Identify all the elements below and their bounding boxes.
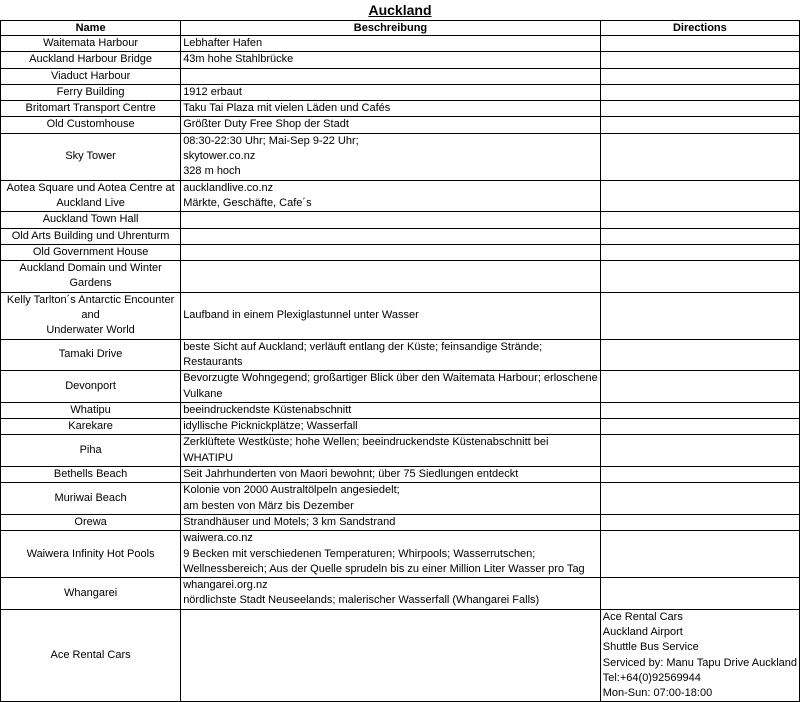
name-cell-line: Auckland Harbour Bridge: [29, 53, 153, 66]
sights-table: [0, 20, 800, 702]
name-cell-line: Auckland Live: [56, 196, 125, 209]
table-row: [1, 228, 800, 244]
name-cell: [1, 133, 181, 180]
name-cell-line: Bethells Beach: [53, 468, 128, 481]
name-cell: [1, 101, 181, 117]
directions-cell: [600, 339, 799, 371]
name-cell-line: Kelly Tarlton´s Antarctic Encounter and: [6, 293, 175, 322]
description-cell-line: Restaurants: [183, 355, 243, 368]
description-cell-line: am besten von März bis Dezember: [183, 499, 354, 512]
name-cell: [1, 292, 181, 339]
name-cell-line: Auckland Domain und Winter Gardens: [19, 262, 162, 290]
directions-cell-line: Mon-Sun: 07:00-18:00: [602, 687, 713, 700]
header-beschreibung: Beschreibung: [181, 21, 601, 36]
directions-cell: [600, 212, 799, 228]
description-cell: [181, 292, 601, 339]
description-cell: [181, 52, 601, 68]
description-cell-line: 9 Becken mit verschiedenen Temperaturen; Whirpools; Wasserrutschen;: [183, 547, 536, 560]
directions-cell: [600, 228, 799, 244]
directions-cell: [600, 261, 799, 293]
description-cell: [181, 402, 601, 418]
description-cell: [181, 101, 601, 117]
description-cell-line: Strandhäuser und Motels; 3 km Sandstrand: [183, 515, 396, 528]
table-body: [1, 36, 800, 702]
table-row: [1, 419, 800, 435]
description-cell-line: 328 m hoch: [183, 165, 241, 178]
name-cell-line: Ferry Building: [56, 85, 125, 98]
name-cell-line: Muriwai Beach: [54, 491, 127, 504]
page-title: Auckland: [368, 2, 432, 18]
directions-cell: [600, 52, 799, 68]
table-row: [1, 339, 800, 371]
name-cell-line: Whatipu: [70, 403, 111, 416]
directions-cell: [600, 36, 799, 52]
description-cell-line: idyllische Picknickplätze; Wasserfall: [183, 420, 358, 433]
name-cell: [1, 578, 181, 610]
table-row: [1, 467, 800, 483]
table-row: [1, 371, 800, 403]
header-name: Name: [1, 21, 181, 36]
name-cell-line: Orewa: [74, 515, 107, 528]
name-cell: [1, 117, 181, 133]
description-cell: [181, 578, 601, 610]
description-cell-line: Wellnessbereich; Aus der Quelle sprudeln bis zu einer Million Liter Wasser pro Tag: [183, 562, 585, 575]
name-cell: [1, 261, 181, 293]
directions-cell: [600, 117, 799, 133]
name-cell-line: Old Arts Building und Uhrenturm: [11, 229, 170, 242]
table-row: [1, 52, 800, 68]
table-row: [1, 68, 800, 84]
description-cell-line: waiwera.co.nz: [183, 532, 253, 545]
table-row: [1, 514, 800, 530]
directions-cell-line: Auckland Airport: [602, 625, 683, 638]
name-cell: [1, 609, 181, 702]
table-row: [1, 531, 800, 578]
description-cell-line: Lebhafter Hafen: [183, 37, 263, 49]
name-cell: [1, 180, 181, 212]
name-cell: [1, 212, 181, 228]
name-cell-line: Waiwera Infinity Hot Pools: [26, 547, 155, 560]
name-cell: [1, 531, 181, 578]
table-row: [1, 402, 800, 418]
table-row: [1, 483, 800, 515]
description-cell-line: Bevorzugte Wohngegend; großartiger Blick über den Waitemata Harbour; erloschene: [183, 372, 598, 385]
directions-cell: [600, 84, 799, 100]
description-cell-line: Zerklüftete Westküste; hohe Wellen; beeindruckendste Küstenabschnitt bei: [183, 436, 549, 449]
name-cell-line: Britomart Transport Centre: [25, 102, 156, 115]
description-cell: [181, 36, 601, 52]
name-cell-line: Whangarei: [63, 586, 118, 599]
table-row: [1, 292, 800, 339]
name-cell-line: Auckland Town Hall: [42, 213, 139, 226]
description-cell-line: 08:30-22:30 Uhr; Mai-Sep 9-22 Uhr;: [183, 134, 359, 147]
directions-cell: [600, 531, 799, 578]
name-cell-line: Ace Rental Cars: [50, 648, 131, 661]
name-cell: [1, 371, 181, 403]
directions-cell-line: Serviced by: Manu Tapu Drive Auckland: [602, 656, 797, 669]
table-row: [1, 180, 800, 212]
directions-cell: [600, 371, 799, 403]
name-cell: [1, 514, 181, 530]
description-cell: [181, 371, 601, 403]
name-cell-line: Piha: [79, 444, 102, 457]
directions-cell: [600, 101, 799, 117]
description-cell-line: Seit Jahrhunderten von Maori bewohnt; über 75 Siedlungen entdeckt: [183, 468, 519, 481]
name-cell-line: Old Government House: [32, 245, 149, 258]
table-row: [1, 212, 800, 228]
directions-cell: [600, 609, 799, 702]
name-cell: [1, 483, 181, 515]
name-cell-line: Devonport: [65, 379, 116, 392]
name-cell-line: Aotea Square und Aotea Centre at: [6, 181, 175, 194]
name-cell: [1, 36, 181, 52]
table-row: [1, 609, 800, 702]
description-cell-line: Kolonie von 2000 Australtölpeln angesiedelt;: [183, 484, 400, 497]
table-row: [1, 84, 800, 100]
name-cell: [1, 419, 181, 435]
description-cell-line: WHATIPU: [183, 451, 234, 464]
description-cell: [181, 339, 601, 371]
directions-cell-line: Ace Rental Cars: [602, 610, 683, 623]
directions-cell: [600, 180, 799, 212]
description-cell: [181, 419, 601, 435]
name-cell: [1, 339, 181, 371]
table-row: [1, 117, 800, 133]
description-cell-line: whangarei.org.nz: [183, 579, 268, 592]
description-cell: [181, 435, 601, 467]
description-cell-line: Märkte, Geschäfte, Cafe´s: [183, 196, 312, 209]
name-cell-line: Viaduct Harbour: [50, 69, 131, 82]
description-cell: [181, 133, 601, 180]
table-row: [1, 578, 800, 610]
directions-cell: [600, 402, 799, 418]
name-cell: [1, 244, 181, 260]
table-row: [1, 244, 800, 260]
description-cell: [181, 244, 601, 260]
directions-cell: [600, 467, 799, 483]
directions-cell: [600, 292, 799, 339]
name-cell-line: Underwater World: [46, 324, 135, 337]
description-cell: [181, 180, 601, 212]
directions-cell: [600, 419, 799, 435]
description-cell: [181, 68, 601, 84]
description-cell: [181, 514, 601, 530]
name-cell: [1, 68, 181, 84]
description-cell: [181, 467, 601, 483]
description-cell-line: nördlichste Stadt Neuseelands; malerischer Wasserfall (Whangarei Falls): [183, 594, 540, 607]
description-cell: [181, 483, 601, 515]
description-cell-line: beste Sicht auf Auckland; verläuft entlang der Küste; feinsandige Strände;: [183, 340, 543, 353]
name-cell-line: Sky Tower: [65, 150, 116, 163]
name-cell: [1, 228, 181, 244]
description-cell-line: 1912 erbaut: [183, 85, 242, 98]
description-cell-line: Laufband in einem Plexiglastunnel unter Wasser: [183, 309, 419, 322]
description-cell-line: skytower.co.nz: [183, 150, 256, 163]
description-cell-line: aucklandlive.co.nz: [183, 181, 274, 194]
directions-cell: [600, 514, 799, 530]
description-cell-line: Größter Duty Free Shop der Stadt: [183, 118, 349, 131]
table-row: [1, 36, 800, 52]
name-cell-line: Old Customhouse: [46, 118, 135, 131]
description-cell: [181, 212, 601, 228]
directions-cell: [600, 483, 799, 515]
description-cell-line: 43m hohe Stahlbrücke: [183, 53, 294, 66]
name-cell: [1, 467, 181, 483]
description-cell: [181, 228, 601, 244]
directions-cell: [600, 435, 799, 467]
table-row: [1, 133, 800, 180]
directions-cell-line: Shuttle Bus Service: [602, 641, 699, 654]
name-cell: [1, 402, 181, 418]
header-directions: Directions: [600, 21, 799, 36]
directions-cell-line: Tel:+64(0)92569944: [602, 671, 701, 684]
description-cell: [181, 117, 601, 133]
name-cell: [1, 435, 181, 467]
description-cell-line: Vulkane: [183, 387, 223, 400]
table-row: [1, 435, 800, 467]
description-cell: [181, 84, 601, 100]
directions-cell: [600, 133, 799, 180]
name-cell-line: Tamaki Drive: [58, 348, 123, 361]
description-cell: [181, 531, 601, 578]
directions-cell: [600, 68, 799, 84]
table-row: [1, 101, 800, 117]
name-cell-line: Karekare: [68, 420, 113, 433]
name-cell: [1, 52, 181, 68]
name-cell-line: Waitemata Harbour: [43, 37, 139, 49]
description-cell-line: Taku Tai Plaza mit vielen Läden und Cafés: [183, 102, 391, 115]
description-cell: [181, 261, 601, 293]
description-cell-line: beeindruckendste Küstenabschnitt: [183, 403, 352, 416]
name-cell: [1, 84, 181, 100]
header-row: [1, 21, 800, 36]
directions-cell: [600, 578, 799, 610]
directions-cell: [600, 244, 799, 260]
description-cell: [181, 609, 601, 702]
table-row: [1, 261, 800, 293]
